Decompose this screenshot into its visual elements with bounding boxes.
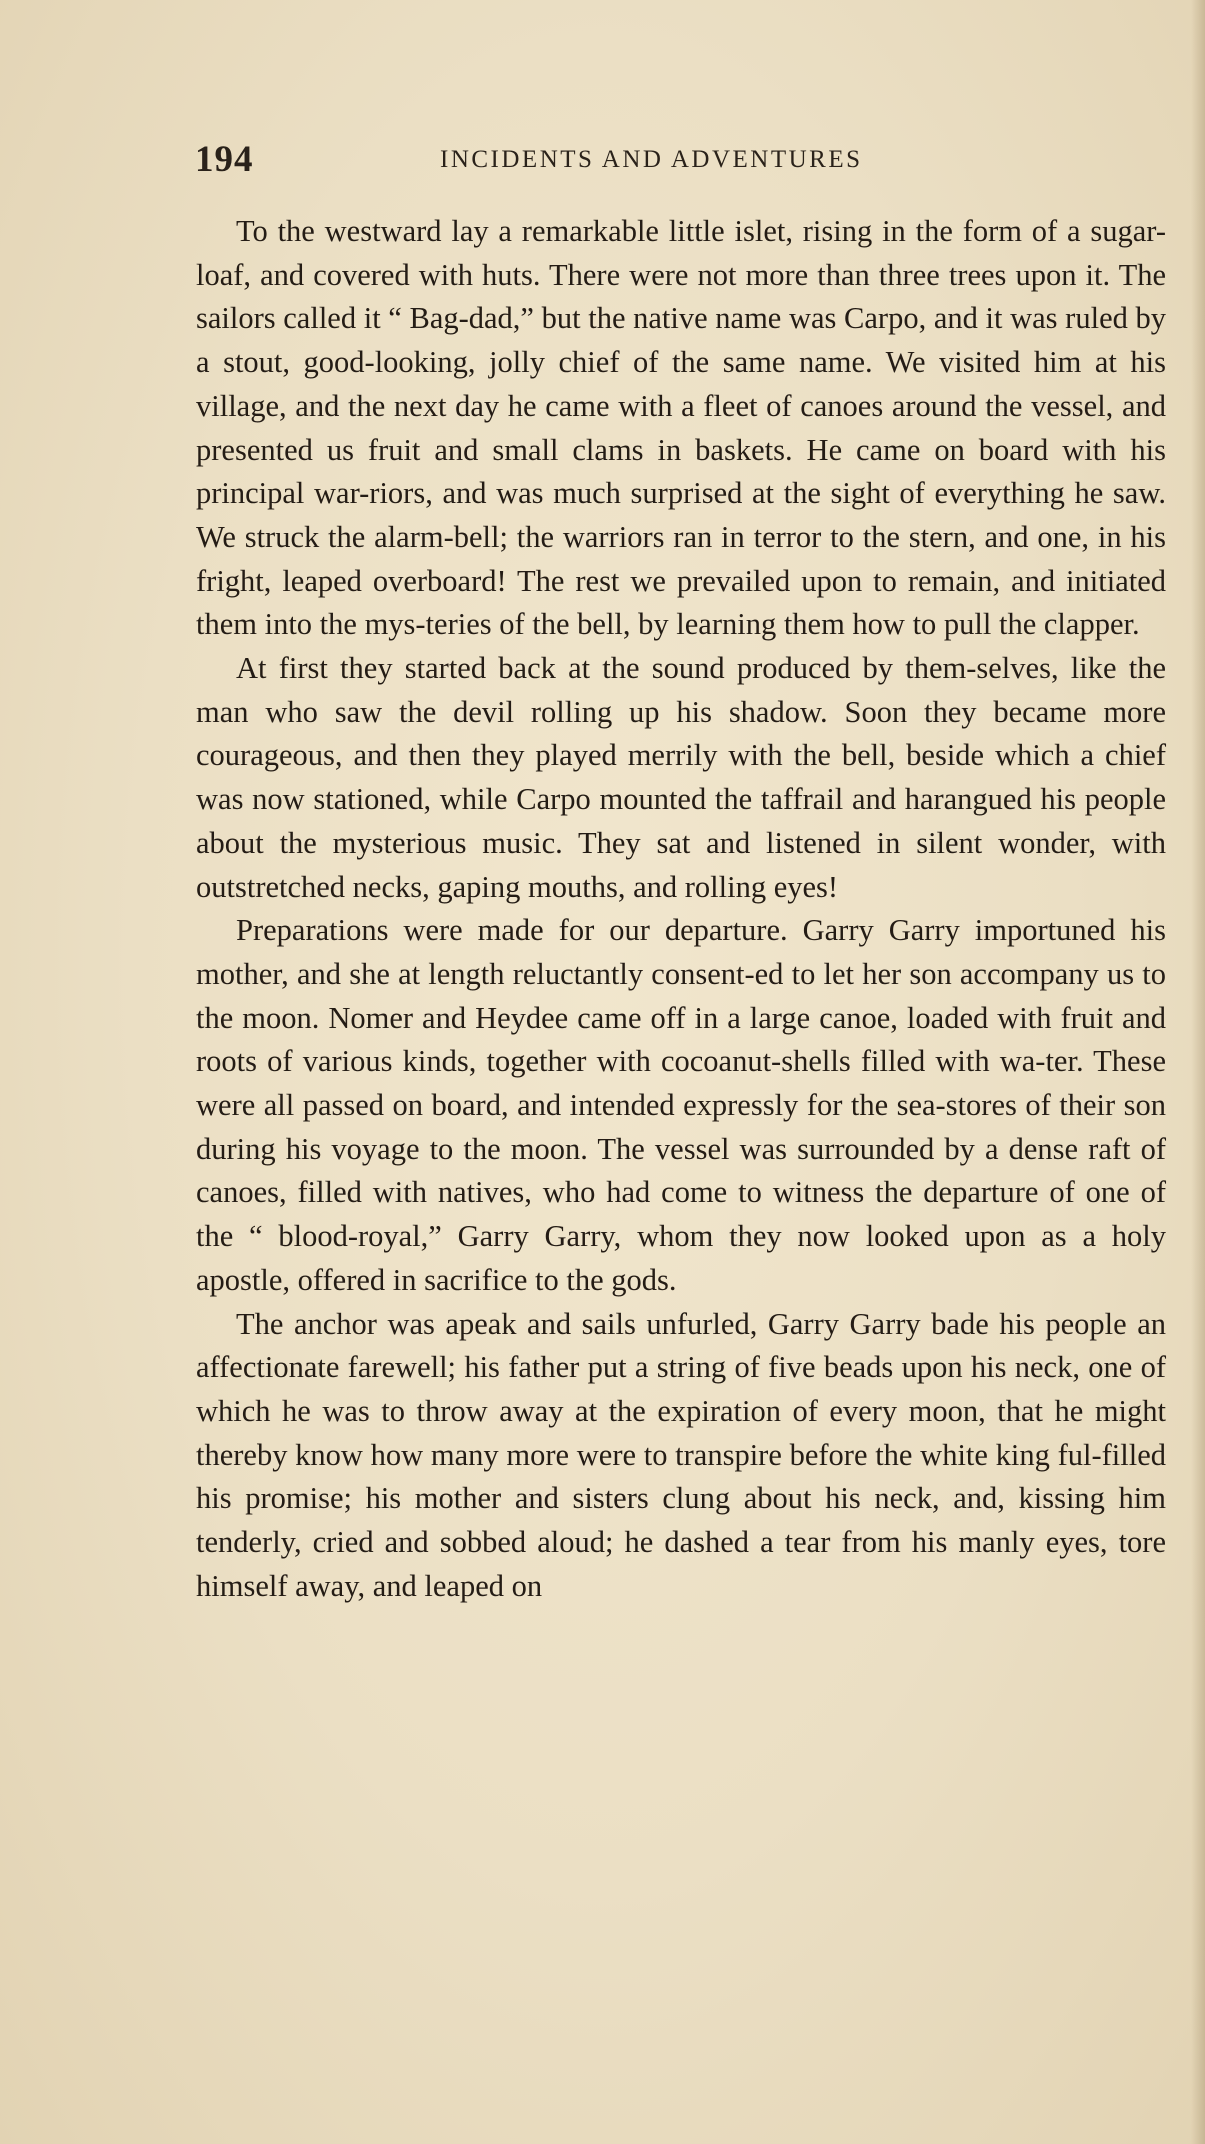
paragraph-1: To the westward lay a remarkable little islet, rising in the form of a sugar-loaf, and covered with huts. There were not more than three trees upon it. The sailors called it “ Bag-dad,” but the native name was Carpo, and it was ruled by a stout, good-looking, jolly chief of the same name. We visited him at his village, and the next day he came with a fleet of canoes around the vessel, and presented us fruit and small clams in baskets. He came on board with his principal war-riors, and was much surprised at the sight of everything he saw. We struck the alarm-bell; the warriors ran in terror to the stern, and one, in his fright, leaped overboard! The rest we prevailed upon to remain, and initiated them into the mys-teries of the bell, by learning them how to pull the clapper. bbox=[196, 214, 1166, 642]
page-number: 194 bbox=[195, 139, 254, 180]
running-head: INCIDENTS AND ADVENTURES bbox=[440, 146, 863, 173]
paragraph-3: Preparations were made for our departure. Garry Garry importuned his mother, and she at length reluctantly consent-ed to let her son accompany us to the moon. Nomer and Heydee came off in a large canoe, loaded with fruit and roots of various kinds, together with cocoanut-shells filled with wa-ter. These were all passed on board, and intended expressly for the sea-stores of their son during his voyage to the moon. The vessel was surrounded by a dense raft of canoes, filled with natives, who had come to witness the departure of one of the “ blood-royal,” Garry Garry, whom they now looked upon as a holy apostle, offered in sacrifice to the gods. bbox=[196, 913, 1166, 1297]
paragraph-4: The anchor was apeak and sails unfurled, Garry Garry bade his people an affectionate farewell; his father put a string of five beads upon his neck, one of which he was to throw away at the expiration of every moon, that he might thereby know how many more were to transpire before the white king ful-filled his promise; his mother and sisters clung about his neck, and, kissing him tenderly, cried and sobbed aloud; he dashed a tear from his manly eyes, tore himself away, and leaped on bbox=[196, 1306, 1166, 1603]
page-header bbox=[195, 138, 1045, 188]
paragraph-2: At first they started back at the sound produced by them-selves, like the man who saw the devil rolling up his shadow. Soon they became more courageous, and then they played merrily with the bell, beside which a chief was now stationed, while Carpo mounted the taffrail and harangued his people about the mysterious music. They sat and listened in silent wonder, with outstretched necks, gaping mouths, and rolling eyes! bbox=[196, 651, 1166, 904]
page-body bbox=[196, 210, 1166, 1609]
page-edge-shadow bbox=[1191, 0, 1205, 2144]
